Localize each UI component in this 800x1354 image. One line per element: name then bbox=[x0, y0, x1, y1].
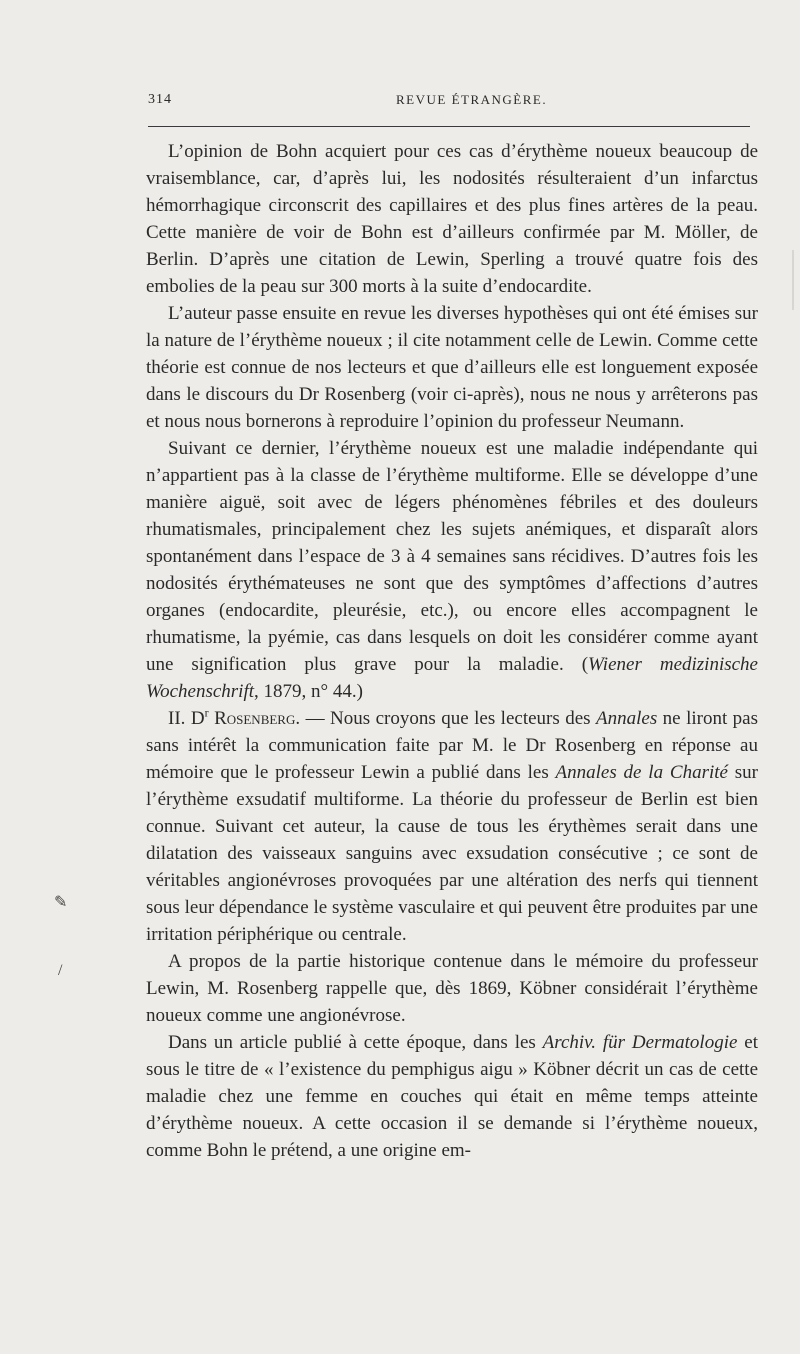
page-header bbox=[148, 92, 750, 114]
author-name: Rosenberg. bbox=[214, 708, 301, 729]
journal-title: Annales bbox=[596, 708, 658, 729]
page-edge-shadow bbox=[792, 250, 794, 310]
body-text bbox=[146, 138, 758, 1164]
header-rule bbox=[148, 126, 750, 127]
journal-title: Annales de la Charité bbox=[555, 762, 728, 783]
text-run: D bbox=[190, 708, 205, 729]
text-run: — Nous croyons que les lecteurs des bbox=[300, 708, 596, 729]
journal-title: Archiv. für Dermatologie bbox=[542, 1032, 738, 1053]
journal-title: Wiener medizinische Wochenschrift bbox=[146, 654, 758, 702]
paragraph bbox=[146, 1029, 758, 1164]
text-run: sur l’érythème exsudatif multiforme. La théorie du professeur de Berlin est bien connue. Suivant cet auteur, la cause de tous les érythèmes serait dans une dilatation des vaisseaux sanguins avec exsudation consécutive ; ce sont de véritables angionévroses provoquées par une altération des nerfs qui tiennent sous leur dépendance le système vasculaire et qui peuvent être produites par une irritation périphérique ou centrale. bbox=[146, 762, 758, 945]
section-number: II. bbox=[168, 708, 186, 729]
margin-pencil-mark: / bbox=[58, 962, 63, 979]
superscript: r bbox=[204, 705, 209, 720]
paragraph: A propos de la partie historique contenue dans le mémoire du professeur Lewin, M. Rosenberg rappelle que, dès 1869, Köbner considérait l’érythème noueux comme une angionévrose. bbox=[146, 951, 758, 1026]
text-run: ne liront pas sans intérêt la communication faite par M. le Dr Rosenberg en réponse au mémoire que le professeur Lewin a publié dans les bbox=[146, 708, 759, 783]
margin-pencil-mark: ✎ bbox=[54, 894, 68, 911]
text-run: Suivant ce dernier, l’érythème noueux est une maladie indépendante qui n’appartient pas à la classe de l’érythème multiforme. Elle se développe d’une manière aiguë, soit avec de légers phénomènes fébriles et des douleurs rhumatismales, principalement chez les sujets anémiques, et disparaît alors spontanément dans l’espace de 3 à 4 semaines sans récidives. D’autres fois les nodosités érythémateuses ne sont que des symptômes d’affections d’autres organes (endocardite, pleurésie, etc.), ou encore elles accompagnent le rhumatisme, la pyémie, cas dans lesquels on doit les considérer comme ayant une signification plus grave pour la maladie. ( bbox=[146, 438, 758, 675]
text-run: Dans un article publié à cette époque, dans les bbox=[168, 1032, 543, 1053]
text-run: , 1879, n° 44.) bbox=[254, 681, 363, 702]
paragraph bbox=[146, 435, 758, 705]
page-number: 314 bbox=[148, 92, 172, 107]
paragraph: L’opinion de Bohn acquiert pour ces cas d’érythème noueux beaucoup de vraisemblance, car, d’après lui, les nodosités résulteraient d’un infarctus hémorrhagique circonscrit des capillaires et des plus fines artères de la peau. Cette manière de voir de Bohn est d’ailleurs confirmée par M. Möller, de Berlin. D’après une citation de Lewin, Sperling a trouvé quatre fois des embolies de la peau sur 300 morts à la suite d’endocardite. bbox=[146, 141, 758, 297]
text-run: et sous le titre de « l’existence du pemphigus aigu » Köbner décrit un cas de cette maladie chez une femme en couches qui était en même temps atteinte d’érythème noueux. A cette occasion il se demande si l’érythème noueux, comme Bohn le prétend, a une origine em- bbox=[146, 1032, 758, 1161]
running-head: REVUE ÉTRANGÈRE. bbox=[396, 92, 548, 107]
paragraph: L’auteur passe ensuite en revue les diverses hypothèses qui ont été émises sur la nature de l’érythème noueux ; il cite notamment celle de Lewin. Comme cette théorie est connue de nos lecteurs et que d’ailleurs elle est longuement exposée dans le discours du Dr Rosenberg (voir ci-après), nous ne nous y arrêterons pas et nous nous bornerons à reproduire l’opinion du professeur Neumann. bbox=[146, 303, 758, 432]
paragraph bbox=[146, 705, 758, 948]
